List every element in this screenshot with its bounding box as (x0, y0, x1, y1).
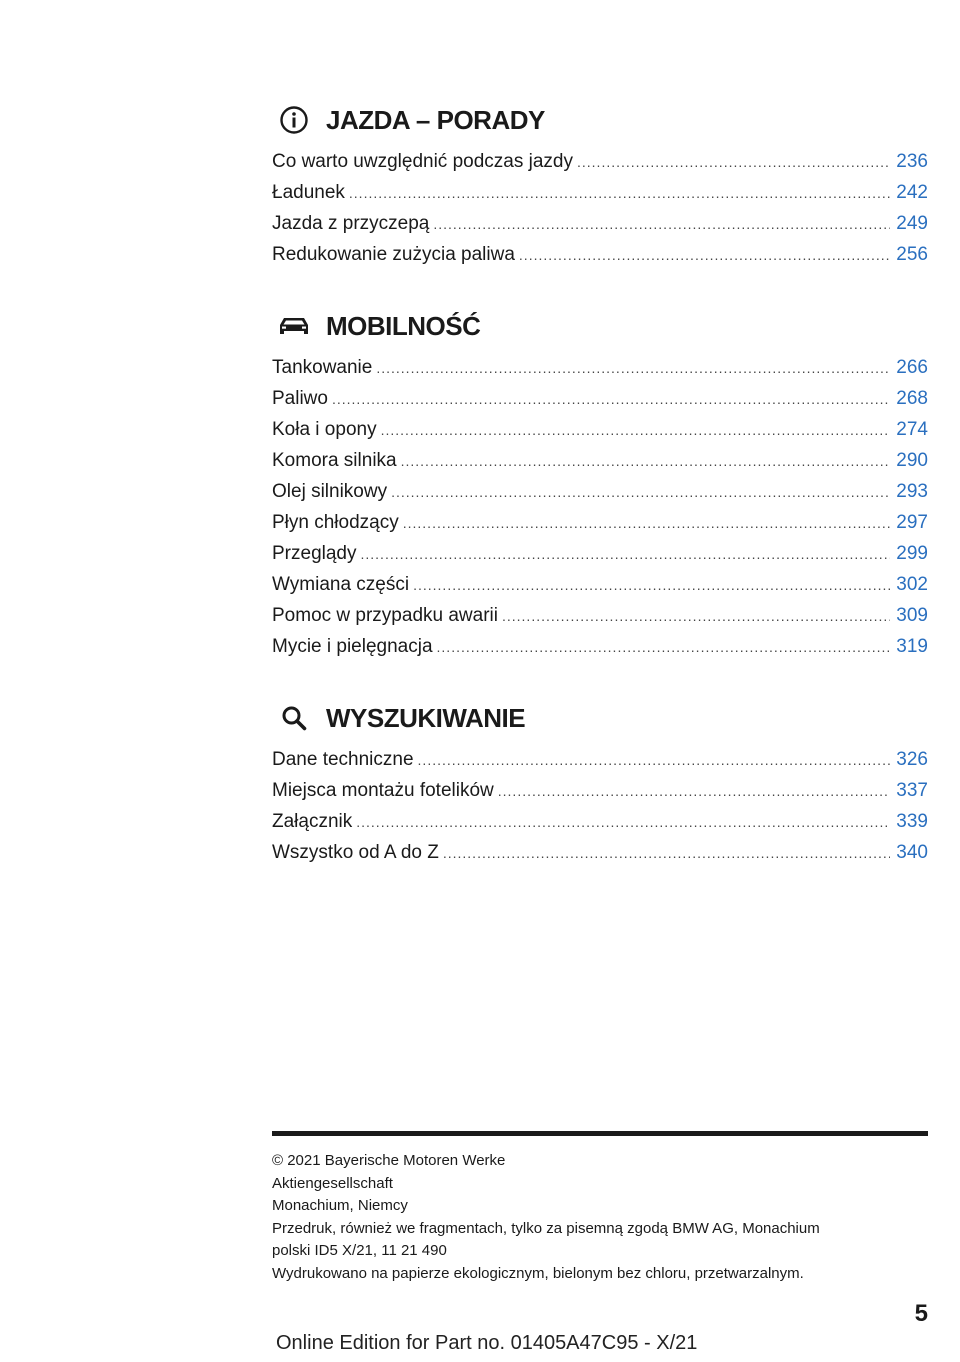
toc-page-link[interactable]: 236 (896, 151, 928, 172)
search-icon (274, 698, 314, 738)
toc-entry-label: Paliwo (272, 388, 328, 409)
toc-page-link[interactable]: 337 (896, 780, 928, 801)
leader-dots (349, 178, 890, 209)
toc-entry[interactable] (272, 414, 928, 445)
section-title: WYSZUKIWANIE (326, 702, 526, 733)
toc-entry-label: Mycie i pielęgnacja (272, 636, 433, 657)
leader-dots (443, 838, 890, 869)
toc-entry-label: Ładunek (272, 182, 345, 203)
toc-page-link[interactable]: 242 (896, 182, 928, 203)
table-of-contents (272, 100, 928, 904)
imprint-line: Aktiengesellschaft (272, 1174, 393, 1192)
toc-entry[interactable] (272, 837, 928, 868)
section-header (272, 698, 928, 738)
toc-entry-label: Redukowanie zużycia paliwa (272, 244, 515, 265)
footer-divider (272, 1131, 928, 1136)
leader-dots (376, 353, 890, 384)
toc-entry[interactable] (272, 445, 928, 476)
toc-entry-label: Wymiana części (272, 574, 410, 595)
imprint-line: Przedruk, również we fragmentach, tylko za pisemną zgodą BMW AG, Monachium (272, 1219, 820, 1237)
toc-page-link[interactable]: 293 (896, 481, 928, 502)
toc-page-link[interactable]: 297 (896, 512, 928, 533)
toc-page-link[interactable]: 299 (896, 543, 928, 564)
toc-page-link[interactable]: 319 (896, 636, 928, 657)
leader-dots (418, 745, 891, 776)
toc-entry[interactable] (272, 538, 928, 569)
toc-page-link[interactable]: 256 (896, 244, 928, 265)
section-header (272, 306, 928, 346)
leader-dots (437, 632, 891, 663)
imprint-line: © 2021 Bayerische Motoren Werke (272, 1152, 506, 1169)
leader-dots (577, 147, 890, 178)
toc-page-link[interactable]: 266 (896, 357, 928, 378)
leader-dots (519, 240, 890, 271)
toc-entry[interactable] (272, 239, 928, 270)
toc-entry-label: Komora silnika (272, 450, 397, 471)
car-icon (274, 306, 314, 346)
leader-dots (401, 446, 891, 477)
imprint (272, 1150, 928, 1285)
toc-entry-label: Olej silnikowy (272, 481, 388, 502)
toc-entry-label: Przeglądy (272, 543, 357, 564)
toc-entry[interactable] (272, 806, 928, 837)
toc-page-link[interactable]: 290 (896, 450, 928, 471)
toc-entry-label: Płyn chłodzący (272, 512, 399, 533)
toc-entry-label: Tankowanie (272, 357, 373, 378)
toc-page-link[interactable]: 339 (896, 811, 928, 832)
section-title: MOBILNOŚĆ (326, 310, 481, 341)
toc-entry-label: Wszystko od A do Z (272, 842, 439, 863)
leader-dots (381, 415, 891, 446)
leader-dots (498, 776, 891, 807)
section-header (272, 100, 928, 140)
toc-entry-label: Miejsca montażu fotelików (272, 780, 494, 801)
toc-entry[interactable] (272, 146, 928, 177)
toc-entry-label: Pomoc w przypadku awarii (272, 605, 498, 626)
toc-entry[interactable] (272, 744, 928, 775)
online-edition-watermark: Online Edition for Part no. 01405A47C95 - X/21 (276, 1332, 698, 1354)
section-driving-tips (272, 100, 928, 270)
toc-entry[interactable] (272, 352, 928, 383)
imprint-line: Monachium, Niemcy (272, 1197, 408, 1214)
toc-page-link[interactable]: 274 (896, 419, 928, 440)
toc-entry[interactable] (272, 383, 928, 414)
page-number: 5 (914, 1300, 928, 1327)
imprint-line: polski ID5 X/21, 11 21 490 (272, 1242, 447, 1259)
leader-dots (502, 601, 890, 632)
toc-entry[interactable] (272, 507, 928, 538)
toc-entry[interactable] (272, 476, 928, 507)
toc-page-link[interactable]: 309 (896, 605, 928, 626)
toc-entry-label: Jazda z przyczepą (272, 213, 430, 234)
section-mobility (272, 306, 928, 662)
leader-dots (403, 508, 891, 539)
section-search (272, 698, 928, 868)
toc-entry-label: Dane techniczne (272, 749, 414, 770)
leader-dots (332, 384, 890, 415)
toc-page-link[interactable]: 340 (896, 842, 928, 863)
leader-dots (356, 807, 890, 838)
leader-dots (391, 477, 890, 508)
toc-entry[interactable] (272, 208, 928, 239)
toc-page-link[interactable]: 249 (896, 213, 928, 234)
toc-entry-label: Załącznik (272, 811, 353, 832)
toc-entry-label: Koła i opony (272, 419, 377, 440)
toc-entry[interactable] (272, 600, 928, 631)
toc-entry-label: Co warto uwzględnić podczas jazdy (272, 151, 573, 172)
toc-page-link[interactable]: 268 (896, 388, 928, 409)
section-title: JAZDA – PORADY (326, 104, 545, 135)
toc-entry[interactable] (272, 631, 928, 662)
toc-entry[interactable] (272, 569, 928, 600)
leader-dots (413, 570, 890, 601)
info-icon (274, 100, 314, 140)
leader-dots (433, 209, 890, 240)
imprint-line: Wydrukowano na papierze ekologicznym, bielonym bez chloru, przetwarzalnym. (272, 1264, 804, 1282)
toc-entry[interactable] (272, 775, 928, 806)
toc-entry[interactable] (272, 177, 928, 208)
toc-page-link[interactable]: 326 (896, 749, 928, 770)
toc-page-link[interactable]: 302 (896, 574, 928, 595)
leader-dots (361, 539, 891, 570)
